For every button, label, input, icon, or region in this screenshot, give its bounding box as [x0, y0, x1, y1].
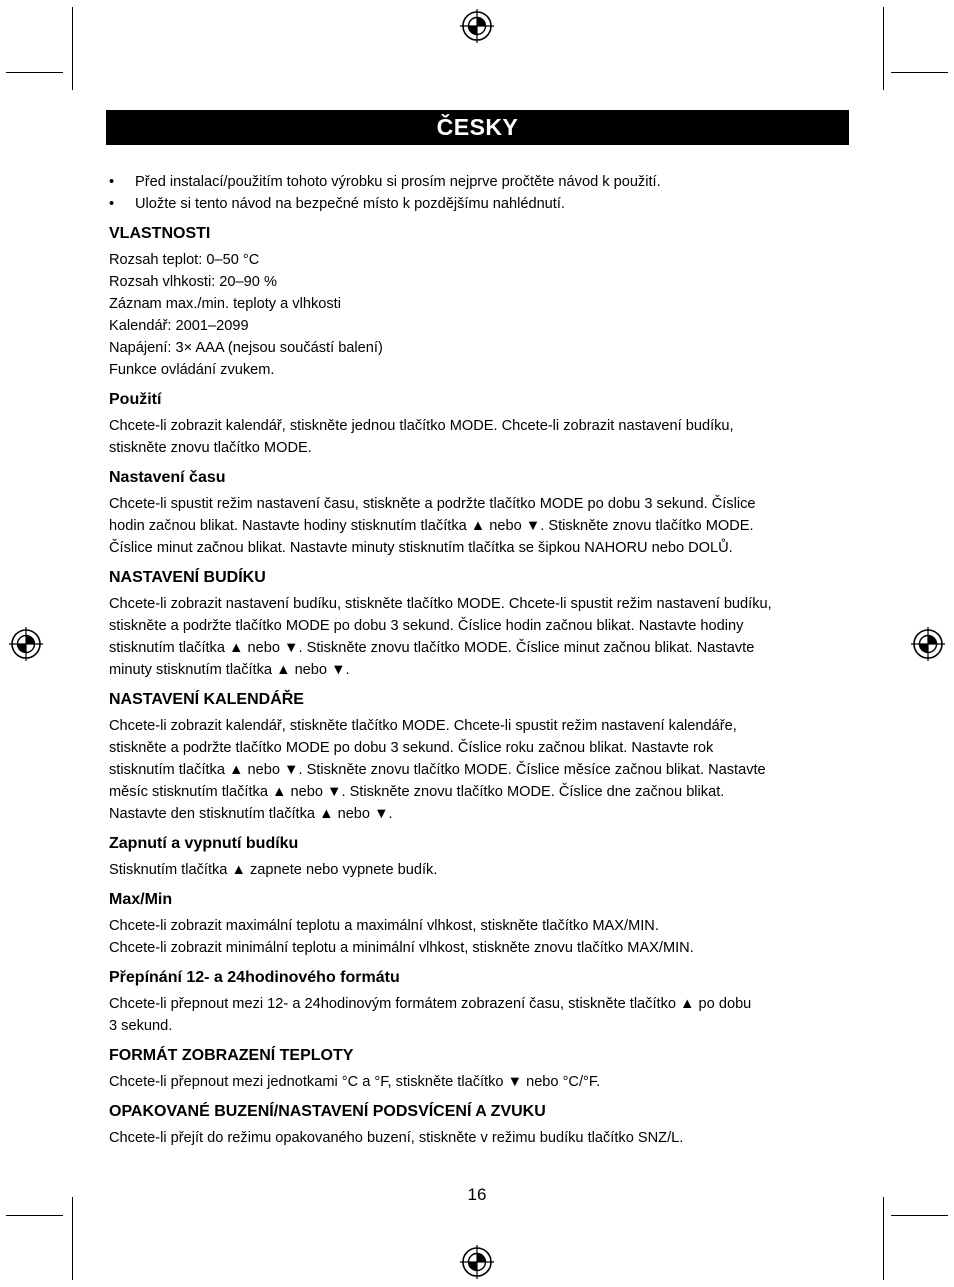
section-body — [109, 1071, 854, 1093]
section-heading: Přepínání 12- a 24hodinového formátu — [109, 969, 400, 986]
text-line: Rozsah teplot: 0–50 °C — [109, 252, 260, 268]
text-line: Nastavte den stisknutím tlačítka ▲ nebo ▼. — [109, 806, 393, 822]
text-line: Chcete-li zobrazit minimální teplotu a minimální vlhkost, stiskněte znovu tlačítko MAX/MIN. — [109, 940, 694, 956]
text-line: 3 sekund. — [109, 1018, 173, 1034]
section-body — [109, 415, 854, 459]
crop-mark — [72, 7, 73, 90]
section-heading: Použití — [109, 391, 162, 408]
text-line: Kalendář: 2001–2099 — [109, 318, 249, 334]
page-title: ČESKY — [436, 114, 519, 140]
text-line: Napájení: 3× AAA (nejsou součástí balení) — [109, 340, 383, 356]
section-heading: NASTAVENÍ KALENDÁŘE — [109, 691, 304, 708]
language-banner — [106, 110, 849, 145]
crop-mark — [6, 72, 63, 73]
section-body — [109, 249, 854, 381]
page-number: 16 — [467, 1185, 487, 1204]
list-item: • Před instalací/použitím tohoto výrobku si prosím nejprve pročtěte návod k použití. — [109, 171, 854, 193]
document-body — [109, 171, 854, 1149]
crop-mark — [72, 1197, 73, 1280]
registration-mark-icon — [9, 627, 43, 661]
text-line: stisknutím tlačítka ▲ nebo ▼. Stiskněte znovu tlačítko MODE. Číslice minut začnou blikat. Nastavte — [109, 640, 755, 656]
section-body — [109, 859, 854, 881]
crop-mark — [6, 1215, 63, 1216]
text-line: Chcete-li zobrazit kalendář, stiskněte jednou tlačítko MODE. Chcete-li zobrazit nastavení budíku, — [109, 418, 734, 434]
section-heading: Zapnutí a vypnutí budíku — [109, 835, 299, 852]
section-body — [109, 993, 854, 1037]
registration-mark-icon — [460, 9, 494, 43]
section-heading: VLASTNOSTI — [109, 225, 211, 242]
text-line: stiskněte a podržte tlačítko MODE po dobu 3 sekund. Číslice hodin začnou blikat. Nastavte hodiny — [109, 618, 744, 634]
intro-list — [109, 171, 854, 215]
text-line: stiskněte znovu tlačítko MODE. — [109, 440, 312, 456]
text-line: Chcete-li přejít do režimu opakovaného buzení, stiskněte v režimu budíku tlačítko SNZ/L. — [109, 1130, 684, 1146]
section-heading: Max/Min — [109, 891, 173, 908]
text-line: hodin začnou blikat. Nastavte hodiny stisknutím tlačítka ▲ nebo ▼. Stiskněte znovu tlačítko MODE. — [109, 518, 754, 534]
text-line: stisknutím tlačítka ▲ nebo ▼. Stiskněte znovu tlačítko MODE. Číslice měsíce začnou blikat. Nastavte — [109, 762, 766, 778]
section-body — [109, 493, 854, 559]
text-line: Chcete-li spustit režim nastavení času, stiskněte a podržte tlačítko MODE po dobu 3 sekund. Číslice — [109, 496, 756, 512]
crop-mark — [883, 7, 884, 90]
text-line: minuty stisknutím tlačítka ▲ nebo ▼. — [109, 662, 350, 678]
crop-mark — [891, 1215, 948, 1216]
section-heading: NASTAVENÍ BUDÍKU — [109, 569, 266, 586]
section-body — [109, 593, 854, 681]
registration-mark-icon — [460, 1245, 494, 1279]
section-heading: Nastavení času — [109, 469, 226, 486]
section-heading: FORMÁT ZOBRAZENÍ TEPLOTY — [109, 1047, 354, 1064]
section-body — [109, 715, 854, 825]
crop-mark — [891, 72, 948, 73]
section-body — [109, 915, 854, 959]
text-line: Funkce ovládání zvukem. — [109, 362, 275, 378]
registration-mark-icon — [911, 627, 945, 661]
text-line: Stisknutím tlačítka ▲ zapnete nebo vypnete budík. — [109, 862, 438, 878]
text-line: Číslice minut začnou blikat. Nastavte minuty stisknutím tlačítka se šipkou NAHORU nebo DOLŮ. — [109, 540, 733, 556]
list-item: • Uložte si tento návod na bezpečné místo k pozdějšímu nahlédnutí. — [109, 193, 854, 215]
text-line: stiskněte a podržte tlačítko MODE po dobu 3 sekund. Číslice roku začnou blikat. Nastavte rok — [109, 740, 714, 756]
text-line: měsíc stisknutím tlačítka ▲ nebo ▼. Stiskněte znovu tlačítko MODE. Číslice dne začnou blikat. — [109, 784, 725, 800]
text-line: Chcete-li přepnout mezi 12- a 24hodinovým formátem zobrazení času, stiskněte tlačítko ▲ po dobu — [109, 996, 752, 1012]
crop-mark — [883, 1197, 884, 1280]
text-line: Chcete-li zobrazit maximální teplotu a maximální vlhkost, stiskněte tlačítko MAX/MIN. — [109, 918, 659, 934]
section-body — [109, 1127, 854, 1149]
text-line: Chcete-li zobrazit nastavení budíku, stiskněte tlačítko MODE. Chcete-li spustit režim nastavení budíku, — [109, 596, 772, 612]
text-line: Chcete-li zobrazit kalendář, stiskněte tlačítko MODE. Chcete-li spustit režim nastavení kalendáře, — [109, 718, 737, 734]
text-line: Chcete-li přepnout mezi jednotkami °C a °F, stiskněte tlačítko ▼ nebo °C/°F. — [109, 1074, 601, 1090]
text-line: Rozsah vlhkosti: 20–90 % — [109, 274, 277, 290]
text-line: Záznam max./min. teploty a vlhkosti — [109, 296, 341, 312]
section-heading: OPAKOVANÉ BUZENÍ/NASTAVENÍ PODSVÍCENÍ A ZVUKU — [109, 1103, 546, 1120]
